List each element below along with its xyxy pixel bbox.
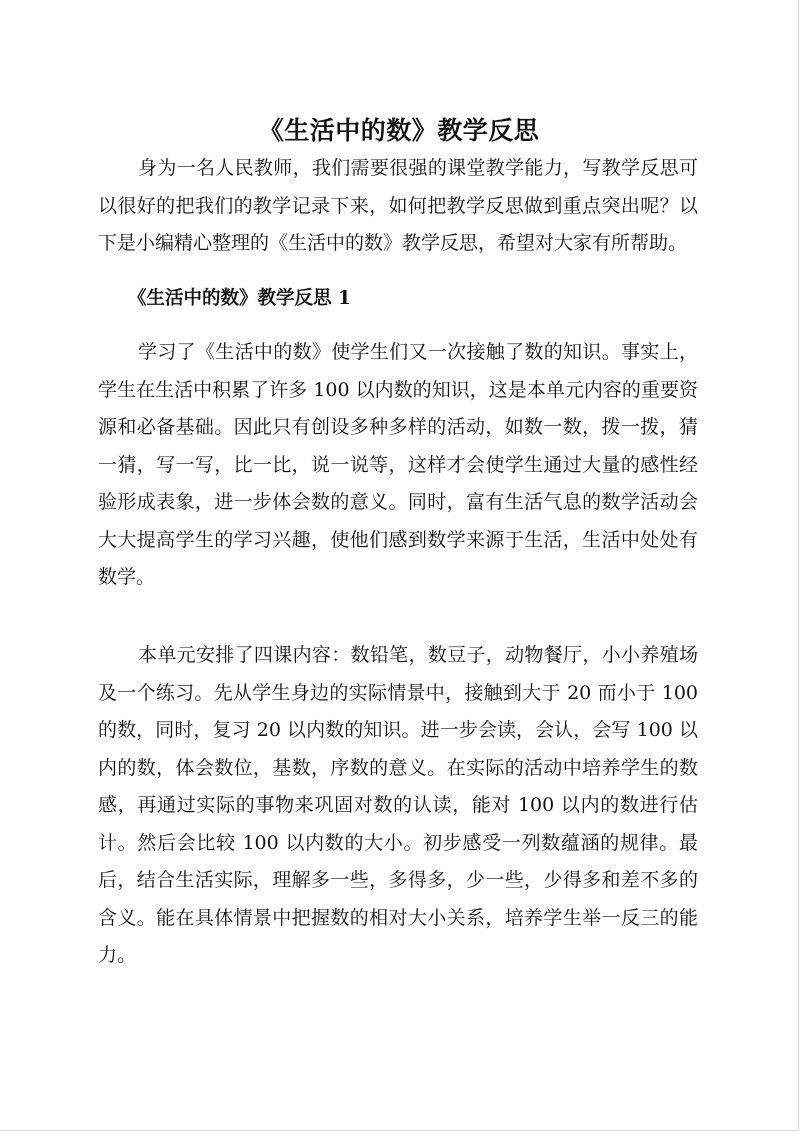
body-paragraph-2: 本单元安排了四课内容：数铅笔，数豆子，动物餐厅，小小养殖场及一个练习。先从学生身边的实际情景中，接触到大于 20 而小于 100 的数，同时，复习 20 以内数的知识。进一步会读，会认，会写 100 以内的数，体会数位，基数，序数的意义。在实际的活动中培养学生的数感，再通过实际的事物来巩固对数的认读，能对 100 以内的数进行估计。然后会比较 100 以内数的大小。初步感受一列数蕴涵的规律。最后，结合生活实际，理解多一些，多得多，少一些，少得多和差不多的含义。能在具体情景中把握数的相对大小关系，培养学生举一反三的能力。 — [98, 644, 698, 966]
body-paragraph-1: 学习了《生活中的数》使学生们又一次接触了数的知识。事实上，学生在生活中积累了许多 100 以内数的知识，这是本单元内容的重要资源和必备基础。因此只有创设多种多样的活动，如数一数，拨一拨，猜一猜，写一写，比一比，说一说等，这样才会使学生通过大量的感性经验形成表象，进一步体会数的意义。同时，富有生活气息的数学活动会大大提高学生的学习兴趣，使他们感到数学来源于生活，生活中处处有数学。 — [98, 341, 698, 588]
intro-paragraph: 身为一名人民教师，我们需要很强的课堂教学能力，写教学反思可以很好的把我们的教学记录下来，如何把教学反思做到重点突出呢？以下是小编精心整理的《生活中的数》教学反思，希望对大家有所帮助。 — [98, 157, 698, 254]
section-heading: 《生活中的数》教学反思 1 — [128, 288, 351, 309]
page-title: 《生活中的数》教学反思 — [258, 115, 540, 145]
